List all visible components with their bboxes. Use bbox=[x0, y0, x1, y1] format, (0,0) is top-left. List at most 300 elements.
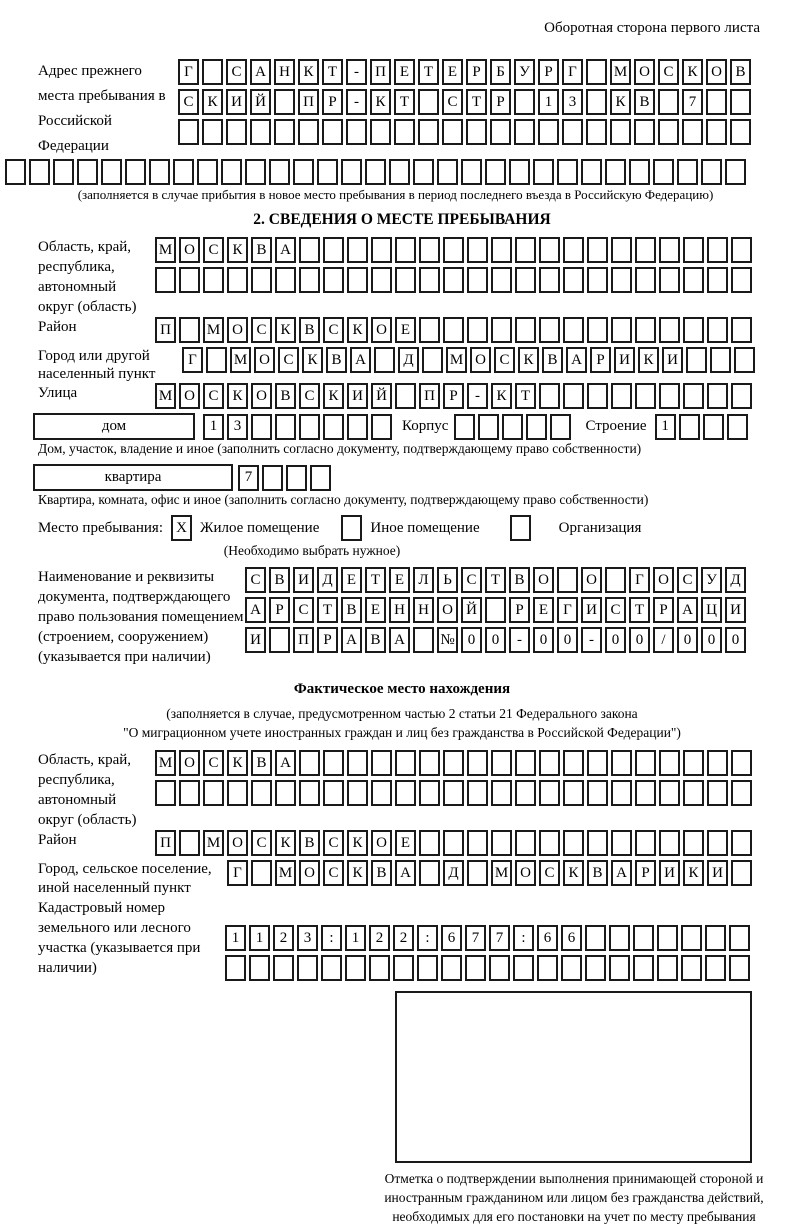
char-box[interactable] bbox=[635, 750, 656, 776]
char-box[interactable]: С bbox=[203, 237, 224, 263]
char-box[interactable] bbox=[299, 780, 320, 806]
char-box[interactable]: - bbox=[346, 89, 367, 115]
char-box[interactable]: Т bbox=[485, 567, 506, 593]
char-box[interactable] bbox=[731, 750, 752, 776]
char-box[interactable] bbox=[611, 780, 632, 806]
char-box[interactable] bbox=[730, 119, 751, 145]
char-box[interactable] bbox=[374, 347, 395, 373]
char-box[interactable] bbox=[286, 465, 307, 491]
char-box[interactable]: 0 bbox=[485, 627, 506, 653]
char-box[interactable]: 0 bbox=[605, 627, 626, 653]
char-box[interactable] bbox=[539, 267, 560, 293]
char-box[interactable] bbox=[418, 89, 439, 115]
char-box[interactable] bbox=[371, 780, 392, 806]
char-box[interactable]: Й bbox=[371, 383, 392, 409]
char-box[interactable] bbox=[539, 317, 560, 343]
char-box[interactable] bbox=[443, 237, 464, 263]
char-box[interactable]: И bbox=[659, 860, 680, 886]
char-box[interactable] bbox=[461, 159, 482, 185]
char-box[interactable] bbox=[585, 955, 606, 981]
char-box[interactable] bbox=[467, 750, 488, 776]
char-box[interactable] bbox=[629, 159, 650, 185]
char-box[interactable] bbox=[419, 860, 440, 886]
char-box[interactable] bbox=[347, 267, 368, 293]
char-box[interactable]: П bbox=[419, 383, 440, 409]
checkbox-zhiloe[interactable]: X bbox=[171, 515, 192, 541]
char-box[interactable]: К bbox=[347, 830, 368, 856]
char-box[interactable] bbox=[659, 317, 680, 343]
char-box[interactable] bbox=[322, 119, 343, 145]
char-box[interactable] bbox=[513, 955, 534, 981]
char-box[interactable] bbox=[101, 159, 122, 185]
char-box[interactable]: 1 bbox=[655, 414, 676, 440]
char-box[interactable]: П bbox=[155, 317, 176, 343]
char-box[interactable] bbox=[683, 267, 704, 293]
char-box[interactable]: О bbox=[179, 750, 200, 776]
char-box[interactable]: 2 bbox=[273, 925, 294, 951]
char-box[interactable]: 1 bbox=[249, 925, 270, 951]
char-box[interactable] bbox=[729, 925, 750, 951]
char-box[interactable]: - bbox=[346, 59, 367, 85]
char-box[interactable] bbox=[657, 925, 678, 951]
char-box[interactable] bbox=[419, 830, 440, 856]
checkbox-inoe[interactable] bbox=[341, 515, 362, 541]
char-box[interactable] bbox=[539, 383, 560, 409]
char-box[interactable]: Е bbox=[442, 59, 463, 85]
char-box[interactable] bbox=[635, 780, 656, 806]
char-box[interactable]: С bbox=[677, 567, 698, 593]
char-box[interactable]: Р bbox=[322, 89, 343, 115]
char-box[interactable]: С bbox=[494, 347, 515, 373]
char-box[interactable] bbox=[251, 780, 272, 806]
char-box[interactable]: Р bbox=[653, 597, 674, 623]
char-box[interactable]: К bbox=[275, 317, 296, 343]
char-box[interactable] bbox=[491, 780, 512, 806]
char-box[interactable]: Р bbox=[443, 383, 464, 409]
char-box[interactable] bbox=[707, 317, 728, 343]
char-box[interactable]: А bbox=[245, 597, 266, 623]
char-box[interactable] bbox=[731, 780, 752, 806]
char-box[interactable] bbox=[227, 780, 248, 806]
char-box[interactable]: Т bbox=[322, 59, 343, 85]
char-box[interactable] bbox=[155, 780, 176, 806]
char-box[interactable]: И bbox=[226, 89, 247, 115]
char-box[interactable]: С bbox=[323, 860, 344, 886]
char-box[interactable] bbox=[490, 119, 511, 145]
char-box[interactable] bbox=[609, 955, 630, 981]
char-box[interactable] bbox=[557, 567, 578, 593]
char-box[interactable] bbox=[417, 955, 438, 981]
char-box[interactable]: К bbox=[202, 89, 223, 115]
char-box[interactable] bbox=[299, 414, 320, 440]
char-box[interactable]: М bbox=[446, 347, 467, 373]
char-box[interactable] bbox=[515, 750, 536, 776]
char-box[interactable]: А bbox=[611, 860, 632, 886]
char-box[interactable] bbox=[491, 267, 512, 293]
char-box[interactable] bbox=[683, 237, 704, 263]
char-box[interactable] bbox=[563, 750, 584, 776]
char-box[interactable]: И bbox=[293, 567, 314, 593]
char-box[interactable] bbox=[515, 780, 536, 806]
char-box[interactable]: Н bbox=[413, 597, 434, 623]
char-box[interactable] bbox=[563, 317, 584, 343]
char-box[interactable] bbox=[659, 780, 680, 806]
char-box[interactable] bbox=[179, 267, 200, 293]
char-box[interactable] bbox=[203, 780, 224, 806]
char-box[interactable] bbox=[706, 119, 727, 145]
char-box[interactable] bbox=[681, 925, 702, 951]
char-box[interactable] bbox=[635, 383, 656, 409]
char-box[interactable] bbox=[443, 317, 464, 343]
char-box[interactable] bbox=[707, 750, 728, 776]
char-box[interactable] bbox=[419, 267, 440, 293]
char-box[interactable] bbox=[634, 119, 655, 145]
char-box[interactable]: О bbox=[371, 317, 392, 343]
char-box[interactable]: 6 bbox=[441, 925, 462, 951]
char-box[interactable] bbox=[197, 159, 218, 185]
char-box[interactable] bbox=[605, 567, 626, 593]
char-box[interactable] bbox=[533, 159, 554, 185]
char-box[interactable] bbox=[299, 267, 320, 293]
char-box[interactable]: П bbox=[370, 59, 391, 85]
char-box[interactable]: 6 bbox=[561, 925, 582, 951]
char-box[interactable] bbox=[369, 955, 390, 981]
char-box[interactable]: К bbox=[298, 59, 319, 85]
char-box[interactable]: Л bbox=[413, 567, 434, 593]
char-box[interactable] bbox=[489, 955, 510, 981]
char-box[interactable]: О bbox=[470, 347, 491, 373]
char-box[interactable] bbox=[323, 414, 344, 440]
char-box[interactable] bbox=[251, 267, 272, 293]
char-box[interactable] bbox=[478, 414, 499, 440]
char-box[interactable] bbox=[371, 267, 392, 293]
char-box[interactable] bbox=[635, 237, 656, 263]
char-box[interactable]: О bbox=[251, 383, 272, 409]
char-box[interactable]: О bbox=[653, 567, 674, 593]
char-box[interactable] bbox=[467, 860, 488, 886]
char-box[interactable] bbox=[419, 237, 440, 263]
char-box[interactable]: - bbox=[509, 627, 530, 653]
char-box[interactable]: Р bbox=[509, 597, 530, 623]
char-box[interactable]: И bbox=[707, 860, 728, 886]
char-box[interactable] bbox=[611, 383, 632, 409]
char-box[interactable] bbox=[539, 830, 560, 856]
char-box[interactable]: О bbox=[299, 860, 320, 886]
char-box[interactable] bbox=[202, 59, 223, 85]
char-box[interactable] bbox=[442, 119, 463, 145]
char-box[interactable]: Д bbox=[317, 567, 338, 593]
char-box[interactable] bbox=[731, 237, 752, 263]
char-box[interactable] bbox=[706, 89, 727, 115]
char-box[interactable]: Т bbox=[365, 567, 386, 593]
char-box[interactable] bbox=[365, 159, 386, 185]
char-box[interactable] bbox=[653, 159, 674, 185]
char-box[interactable] bbox=[299, 237, 320, 263]
char-box[interactable]: К bbox=[638, 347, 659, 373]
char-box[interactable] bbox=[730, 89, 751, 115]
char-box[interactable] bbox=[539, 750, 560, 776]
char-box[interactable]: И bbox=[725, 597, 746, 623]
char-box[interactable]: Й bbox=[461, 597, 482, 623]
char-box[interactable]: В bbox=[509, 567, 530, 593]
char-box[interactable]: А bbox=[389, 627, 410, 653]
char-box[interactable]: С bbox=[293, 597, 314, 623]
char-box[interactable] bbox=[677, 159, 698, 185]
char-box[interactable] bbox=[53, 159, 74, 185]
char-box[interactable] bbox=[586, 89, 607, 115]
char-box[interactable]: М bbox=[155, 750, 176, 776]
char-box[interactable]: Н bbox=[389, 597, 410, 623]
char-box[interactable] bbox=[587, 780, 608, 806]
char-box[interactable] bbox=[269, 627, 290, 653]
char-box[interactable]: В bbox=[542, 347, 563, 373]
char-box[interactable]: О bbox=[581, 567, 602, 593]
char-box[interactable]: 6 bbox=[537, 925, 558, 951]
char-box[interactable] bbox=[586, 59, 607, 85]
char-box[interactable] bbox=[317, 159, 338, 185]
char-box[interactable] bbox=[443, 267, 464, 293]
char-box[interactable] bbox=[467, 267, 488, 293]
char-box[interactable] bbox=[179, 317, 200, 343]
char-box[interactable] bbox=[262, 465, 283, 491]
char-box[interactable]: Н bbox=[274, 59, 295, 85]
char-box[interactable]: 7 bbox=[238, 465, 259, 491]
char-box[interactable]: Р bbox=[538, 59, 559, 85]
char-box[interactable] bbox=[441, 955, 462, 981]
char-box[interactable]: Й bbox=[250, 89, 271, 115]
char-box[interactable]: С bbox=[226, 59, 247, 85]
char-box[interactable] bbox=[467, 317, 488, 343]
char-box[interactable] bbox=[633, 955, 654, 981]
char-box[interactable] bbox=[269, 159, 290, 185]
char-box[interactable] bbox=[707, 830, 728, 856]
char-box[interactable] bbox=[310, 465, 331, 491]
char-box[interactable]: А bbox=[341, 627, 362, 653]
char-box[interactable] bbox=[413, 159, 434, 185]
char-box[interactable]: 1 bbox=[225, 925, 246, 951]
char-box[interactable] bbox=[539, 780, 560, 806]
char-box[interactable] bbox=[701, 159, 722, 185]
char-box[interactable] bbox=[635, 830, 656, 856]
char-box[interactable]: Е bbox=[533, 597, 554, 623]
char-box[interactable]: Р bbox=[269, 597, 290, 623]
char-box[interactable] bbox=[395, 383, 416, 409]
char-box[interactable] bbox=[658, 119, 679, 145]
char-box[interactable] bbox=[245, 159, 266, 185]
char-box[interactable] bbox=[683, 317, 704, 343]
char-box[interactable] bbox=[155, 267, 176, 293]
char-box[interactable] bbox=[275, 414, 296, 440]
char-box[interactable] bbox=[206, 347, 227, 373]
char-box[interactable] bbox=[293, 159, 314, 185]
char-box[interactable]: Д bbox=[725, 567, 746, 593]
char-box[interactable]: 0 bbox=[725, 627, 746, 653]
char-box[interactable] bbox=[587, 317, 608, 343]
char-box[interactable] bbox=[29, 159, 50, 185]
char-box[interactable] bbox=[347, 750, 368, 776]
house-widebox[interactable]: дом bbox=[33, 413, 195, 440]
char-box[interactable] bbox=[454, 414, 475, 440]
char-box[interactable] bbox=[587, 237, 608, 263]
apartment-widebox[interactable]: квартира bbox=[33, 464, 233, 491]
char-box[interactable] bbox=[515, 237, 536, 263]
char-box[interactable]: Т bbox=[317, 597, 338, 623]
char-box[interactable]: Д bbox=[443, 860, 464, 886]
char-box[interactable] bbox=[707, 780, 728, 806]
char-box[interactable]: 3 bbox=[562, 89, 583, 115]
char-box[interactable] bbox=[77, 159, 98, 185]
char-box[interactable]: Ь bbox=[437, 567, 458, 593]
char-box[interactable]: У bbox=[701, 567, 722, 593]
char-box[interactable]: О bbox=[179, 383, 200, 409]
char-box[interactable]: К bbox=[227, 383, 248, 409]
char-box[interactable]: В bbox=[365, 627, 386, 653]
char-box[interactable]: О bbox=[254, 347, 275, 373]
char-box[interactable] bbox=[515, 317, 536, 343]
char-box[interactable] bbox=[633, 925, 654, 951]
char-box[interactable] bbox=[509, 159, 530, 185]
char-box[interactable]: С bbox=[203, 383, 224, 409]
char-box[interactable] bbox=[173, 159, 194, 185]
char-box[interactable] bbox=[321, 955, 342, 981]
char-box[interactable] bbox=[514, 119, 535, 145]
char-box[interactable]: В bbox=[730, 59, 751, 85]
char-box[interactable] bbox=[394, 119, 415, 145]
char-box[interactable] bbox=[227, 267, 248, 293]
char-box[interactable]: К bbox=[683, 860, 704, 886]
char-box[interactable] bbox=[563, 383, 584, 409]
char-box[interactable]: К bbox=[563, 860, 584, 886]
char-box[interactable] bbox=[563, 267, 584, 293]
char-box[interactable]: К bbox=[518, 347, 539, 373]
char-box[interactable]: М bbox=[230, 347, 251, 373]
char-box[interactable]: К bbox=[491, 383, 512, 409]
char-box[interactable] bbox=[683, 830, 704, 856]
char-box[interactable] bbox=[611, 830, 632, 856]
char-box[interactable] bbox=[466, 119, 487, 145]
char-box[interactable]: К bbox=[227, 750, 248, 776]
char-box[interactable] bbox=[707, 267, 728, 293]
char-box[interactable] bbox=[323, 237, 344, 263]
char-box[interactable] bbox=[611, 237, 632, 263]
char-box[interactable]: 7 bbox=[489, 925, 510, 951]
char-box[interactable] bbox=[467, 237, 488, 263]
char-box[interactable]: : bbox=[513, 925, 534, 951]
char-box[interactable] bbox=[443, 830, 464, 856]
char-box[interactable] bbox=[418, 119, 439, 145]
char-box[interactable]: А bbox=[566, 347, 587, 373]
char-box[interactable] bbox=[703, 414, 724, 440]
char-box[interactable] bbox=[371, 414, 392, 440]
char-box[interactable] bbox=[635, 317, 656, 343]
char-box[interactable]: О bbox=[371, 830, 392, 856]
char-box[interactable] bbox=[395, 237, 416, 263]
char-box[interactable] bbox=[683, 383, 704, 409]
char-box[interactable]: С bbox=[299, 383, 320, 409]
char-box[interactable]: О bbox=[227, 317, 248, 343]
char-box[interactable]: 2 bbox=[393, 925, 414, 951]
char-box[interactable] bbox=[226, 119, 247, 145]
char-box[interactable] bbox=[731, 383, 752, 409]
char-box[interactable]: М bbox=[155, 237, 176, 263]
char-box[interactable]: 0 bbox=[677, 627, 698, 653]
char-box[interactable] bbox=[298, 119, 319, 145]
char-box[interactable] bbox=[682, 119, 703, 145]
char-box[interactable]: Г bbox=[557, 597, 578, 623]
char-box[interactable]: К bbox=[610, 89, 631, 115]
char-box[interactable]: С bbox=[245, 567, 266, 593]
char-box[interactable] bbox=[659, 237, 680, 263]
char-box[interactable] bbox=[611, 267, 632, 293]
char-box[interactable] bbox=[681, 955, 702, 981]
char-box[interactable] bbox=[179, 830, 200, 856]
char-box[interactable] bbox=[586, 119, 607, 145]
char-box[interactable] bbox=[395, 750, 416, 776]
char-box[interactable]: Е bbox=[394, 59, 415, 85]
char-box[interactable]: 1 bbox=[345, 925, 366, 951]
char-box[interactable] bbox=[611, 317, 632, 343]
char-box[interactable]: В bbox=[341, 597, 362, 623]
char-box[interactable]: : bbox=[417, 925, 438, 951]
char-box[interactable]: 1 bbox=[538, 89, 559, 115]
char-box[interactable] bbox=[585, 925, 606, 951]
char-box[interactable] bbox=[485, 159, 506, 185]
char-box[interactable] bbox=[443, 780, 464, 806]
char-box[interactable] bbox=[563, 237, 584, 263]
char-box[interactable]: № bbox=[437, 627, 458, 653]
char-box[interactable] bbox=[563, 830, 584, 856]
char-box[interactable] bbox=[225, 955, 246, 981]
char-box[interactable] bbox=[179, 780, 200, 806]
char-box[interactable] bbox=[550, 414, 571, 440]
char-box[interactable] bbox=[275, 780, 296, 806]
char-box[interactable] bbox=[422, 347, 443, 373]
char-box[interactable] bbox=[274, 89, 295, 115]
char-box[interactable]: Т bbox=[515, 383, 536, 409]
char-box[interactable]: П bbox=[293, 627, 314, 653]
char-box[interactable]: К bbox=[275, 830, 296, 856]
char-box[interactable]: М bbox=[491, 860, 512, 886]
char-box[interactable]: А bbox=[275, 750, 296, 776]
char-box[interactable]: А bbox=[677, 597, 698, 623]
char-box[interactable]: Г bbox=[562, 59, 583, 85]
char-box[interactable] bbox=[273, 955, 294, 981]
char-box[interactable] bbox=[609, 925, 630, 951]
char-box[interactable]: О bbox=[634, 59, 655, 85]
char-box[interactable] bbox=[437, 159, 458, 185]
char-box[interactable] bbox=[347, 237, 368, 263]
char-box[interactable]: С bbox=[278, 347, 299, 373]
char-box[interactable] bbox=[341, 159, 362, 185]
char-box[interactable] bbox=[514, 89, 535, 115]
char-box[interactable] bbox=[345, 955, 366, 981]
char-box[interactable]: В bbox=[587, 860, 608, 886]
char-box[interactable] bbox=[659, 383, 680, 409]
char-box[interactable] bbox=[635, 267, 656, 293]
char-box[interactable] bbox=[731, 317, 752, 343]
char-box[interactable] bbox=[563, 780, 584, 806]
char-box[interactable] bbox=[659, 267, 680, 293]
char-box[interactable] bbox=[251, 414, 272, 440]
char-box[interactable]: Т bbox=[394, 89, 415, 115]
char-box[interactable]: К bbox=[682, 59, 703, 85]
char-box[interactable]: Е bbox=[365, 597, 386, 623]
char-box[interactable]: Ц bbox=[701, 597, 722, 623]
char-box[interactable] bbox=[419, 750, 440, 776]
char-box[interactable] bbox=[562, 119, 583, 145]
char-box[interactable] bbox=[443, 750, 464, 776]
char-box[interactable] bbox=[587, 267, 608, 293]
